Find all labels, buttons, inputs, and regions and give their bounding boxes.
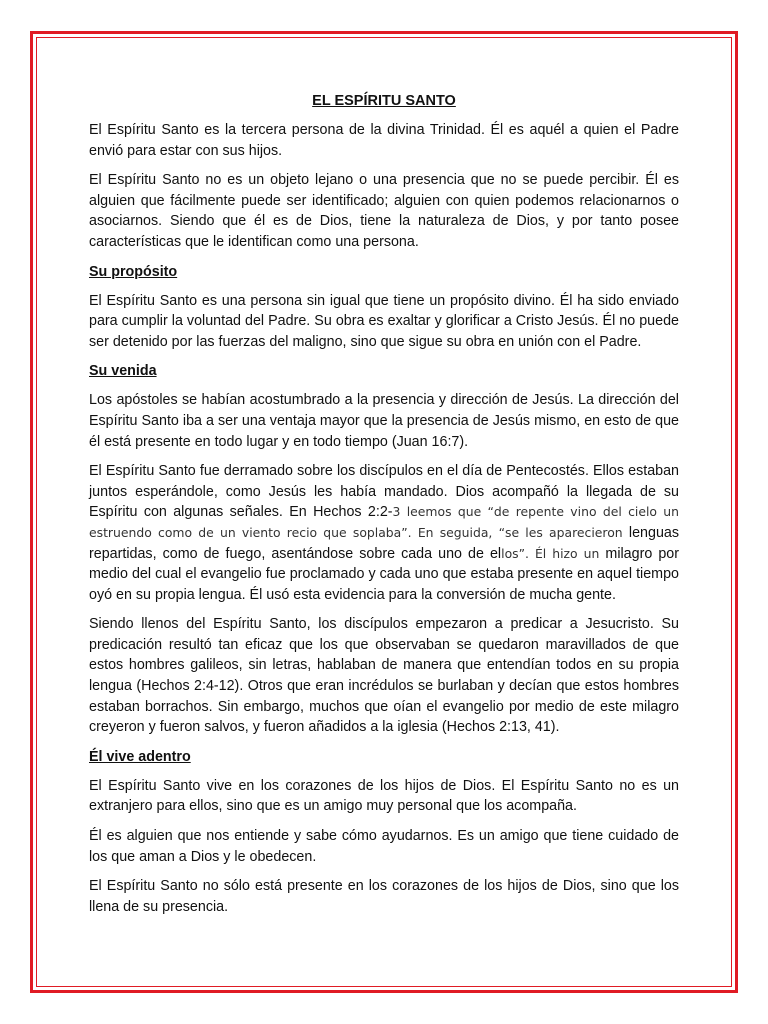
section-heading-proposito: Su propósito — [89, 263, 178, 280]
venida-paragraph-2 — [89, 461, 679, 605]
venida-p2-part1: El Espíritu Santo fue derramado sobre los discípulos en el día de Pentecostés. Ellos estaban juntos esperándole, como Jesús les había mandado. Dios acompañó la llegada de su Espíritu con algunas señales. En Hechos 2:2- — [89, 463, 679, 521]
venida-p2-part3: lenguas repartidas, como de fuego, asentándose sobre cada uno de el — [89, 524, 680, 562]
intro-paragraph-1: El Espíritu Santo es la tercera persona de la divina Trinidad. Él es aquél a quien el Padre envió para estar con sus hijos. — [89, 122, 679, 159]
venida-paragraph-1: Los apóstoles se habían acostumbrado a la presencia y dirección de Jesús. La dirección del Espíritu Santo iba a ser una ventaja mayor que la presencia de Jesús mismo, en esto de que él está presente en todo lugar y en todo tiempo (Juan 16:7). — [89, 392, 679, 450]
vive-paragraph-2: Él es alguien que nos entiende y sabe cómo ayudarnos. Es un amigo que tiene cuidado de los que aman a Dios y le obedecen. — [89, 828, 679, 865]
section-heading-vive-adentro: Él vive adentro — [89, 748, 191, 765]
vive-paragraph-3: El Espíritu Santo no sólo está presente en los corazones de los hijos de Dios, sino que los llena de su presencia. — [89, 878, 679, 915]
document-title: EL ESPÍRITU SANTO — [312, 93, 456, 109]
vive-paragraph-1: El Espíritu Santo vive en los corazones de los hijos de Dios. El Espíritu Santo no es un extranjero para ellos, sino que es un amigo muy personal que los acompaña. — [89, 777, 679, 815]
venida-p2-quote-end: los”. Él hizo un — [501, 545, 600, 561]
venida-p2-part5: milagro por medio del cual el evangelio fue proclamado y cada uno que estaba presente en aquel tiempo oyó en su propia lengua. Él usó esta evidencia para la conversión de mucha gente. — [89, 545, 680, 603]
proposito-paragraph: El Espíritu Santo es una persona sin igual que tiene un propósito divino. Él ha sido enviado para cumplir la voluntad del Padre. Su obra es exaltar y glorificar a Cristo Jesús. Él no puede ser detenido por las fuerzas del maligno, sino que sigue su obra en unión con el Padre. — [89, 292, 679, 350]
document-body — [89, 91, 679, 926]
venida-paragraph-3: Siendo llenos del Espíritu Santo, los discípulos empezaron a predicar a Jesucristo. Su predicación resultó tan eficaz que los que observaban se quedaron maravillados de que estos hombres galileos, sin letras, hablaban de manera que entendían todos en su propia lengua (Hechos 2:4-12). Otros que eran incrédulos se burlaban y decían que estos hombres estaban borrachos. Sin embargo, muchos que oían el evangelio por medio de este milagro creyeron y fueron salvos, y fueron añadidos a la iglesia (Hechos 2:13, 41). — [89, 616, 679, 736]
intro-paragraph-2: El Espíritu Santo no es un objeto lejano o una presencia que no se puede percibir. Él es alguien que fácilmente puede ser identificado; alguien con quien podemos relacionarnos o asociarnos. Siendo que él es de Dios, tiene la naturaleza de Dios, y por tanto posee características que le identifican como una persona. — [89, 172, 679, 250]
section-heading-venida: Su venida — [89, 363, 157, 380]
venida-p2-quote: 3 leemos que “de repente vino del cielo un estruendo como de un viento recio que soplaba”. En seguida, “se les aparecieron — [89, 504, 679, 540]
